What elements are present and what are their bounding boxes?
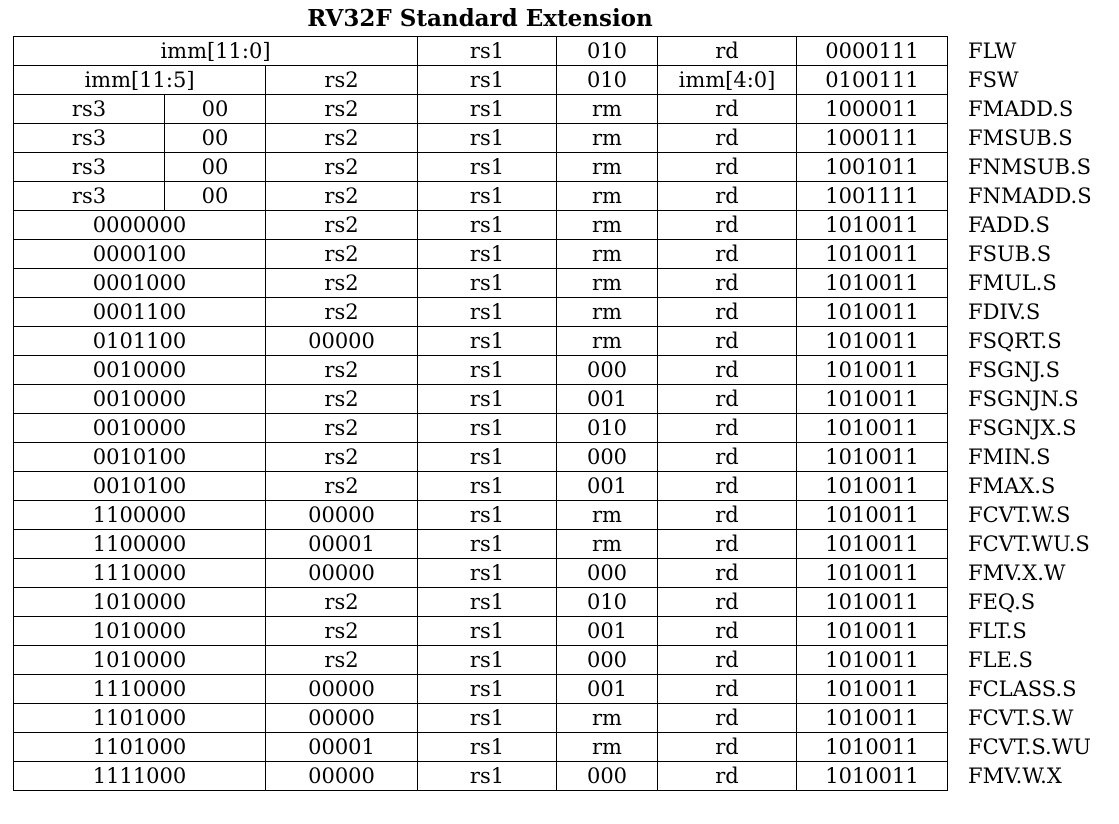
encoding-field: rd bbox=[658, 443, 797, 472]
encoding-field: rs1 bbox=[418, 298, 557, 327]
encoding-field: rm bbox=[557, 327, 658, 356]
encoding-field: 000 bbox=[557, 356, 658, 385]
instruction-name: FMIN.S bbox=[968, 445, 1051, 469]
encoding-field: 1010011 bbox=[797, 298, 948, 327]
encoding-field: rs2 bbox=[266, 385, 418, 414]
encoding-field: rd bbox=[658, 646, 797, 675]
instruction-name: FMV.X.W bbox=[968, 561, 1066, 585]
encoding-field: rs1 bbox=[418, 211, 557, 240]
encoding-field: 0010100 bbox=[14, 443, 266, 472]
encoding-field: 00 bbox=[165, 153, 266, 182]
instruction-row bbox=[14, 95, 1108, 124]
encoding-field: 0001100 bbox=[14, 298, 266, 327]
encoding-field: rs1 bbox=[418, 124, 557, 153]
encoding-field: rm bbox=[557, 269, 658, 298]
instruction-row bbox=[14, 37, 1108, 66]
encoding-field: rs3 bbox=[14, 95, 165, 124]
instruction-row bbox=[14, 472, 1108, 501]
encoding-field: 0010000 bbox=[14, 356, 266, 385]
encoding-field: rm bbox=[557, 501, 658, 530]
instruction-name: FSGNJ.S bbox=[968, 358, 1060, 382]
instruction-name: FCVT.S.WU bbox=[968, 735, 1091, 759]
encoding-field: rd bbox=[658, 298, 797, 327]
encoding-field: 0000100 bbox=[14, 240, 266, 269]
encoding-field: rs1 bbox=[418, 617, 557, 646]
instruction-rows bbox=[14, 37, 1108, 791]
encoding-field: 1001011 bbox=[797, 153, 948, 182]
instruction-row bbox=[14, 588, 1108, 617]
encoding-field: rd bbox=[658, 37, 797, 66]
encoding-field: 00000 bbox=[266, 559, 418, 588]
encoding-field: rm bbox=[557, 704, 658, 733]
instruction-name: FCVT.WU.S bbox=[968, 532, 1090, 556]
encoding-field: rs1 bbox=[418, 356, 557, 385]
instruction-name: FLT.S bbox=[968, 619, 1027, 643]
encoding-field: 1010011 bbox=[797, 211, 948, 240]
encoding-field: rm bbox=[557, 124, 658, 153]
encoding-field: rd bbox=[658, 356, 797, 385]
encoding-field: 1010011 bbox=[797, 704, 948, 733]
encoding-field: 1010011 bbox=[797, 501, 948, 530]
encoding-field: 00 bbox=[165, 124, 266, 153]
encoding-field: rd bbox=[658, 153, 797, 182]
encoding-field: rs1 bbox=[418, 530, 557, 559]
encoding-field: rd bbox=[658, 414, 797, 443]
encoding-field: 0001000 bbox=[14, 269, 266, 298]
encoding-field: rs1 bbox=[418, 327, 557, 356]
encoding-field: rs2 bbox=[266, 356, 418, 385]
encoding-field: 1010011 bbox=[797, 327, 948, 356]
encoding-field: 1010011 bbox=[797, 588, 948, 617]
encoding-field: rd bbox=[658, 472, 797, 501]
instruction-row bbox=[14, 559, 1108, 588]
table-title: RV32F Standard Extension bbox=[307, 5, 653, 32]
encoding-field: 00 bbox=[165, 182, 266, 211]
instruction-name: FMAX.S bbox=[968, 474, 1056, 498]
instruction-row bbox=[14, 443, 1108, 472]
encoding-field: rd bbox=[658, 675, 797, 704]
encoding-field: rm bbox=[557, 240, 658, 269]
encoding-field: 1010011 bbox=[797, 733, 948, 762]
instruction-name: FCVT.S.W bbox=[968, 706, 1074, 730]
encoding-field: rs2 bbox=[266, 472, 418, 501]
encoding-field: 1010011 bbox=[797, 356, 948, 385]
encoding-field: 1110000 bbox=[14, 675, 266, 704]
encoding-field: 0101100 bbox=[14, 327, 266, 356]
encoding-field: rs2 bbox=[266, 124, 418, 153]
encoding-field: 001 bbox=[557, 472, 658, 501]
encoding-field: rd bbox=[658, 327, 797, 356]
encoding-field: rs1 bbox=[418, 733, 557, 762]
encoding-field: 010 bbox=[557, 414, 658, 443]
encoding-field: rs1 bbox=[418, 762, 557, 791]
encoding-field: 001 bbox=[557, 675, 658, 704]
encoding-field: rm bbox=[557, 153, 658, 182]
encoding-field: rd bbox=[658, 617, 797, 646]
instruction-row bbox=[14, 124, 1108, 153]
instruction-name: FADD.S bbox=[968, 213, 1050, 237]
instruction-row bbox=[14, 298, 1108, 327]
encoding-field: rs1 bbox=[418, 95, 557, 124]
instruction-name: FMADD.S bbox=[968, 97, 1074, 121]
encoding-field: rm bbox=[557, 530, 658, 559]
encoding-field: rs2 bbox=[266, 153, 418, 182]
encoding-field: imm[4:0] bbox=[658, 66, 797, 95]
instruction-row bbox=[14, 646, 1108, 675]
instruction-name: FCVT.W.S bbox=[968, 503, 1071, 527]
encoding-field: rd bbox=[658, 95, 797, 124]
encoding-field: 00000 bbox=[266, 675, 418, 704]
encoding-field: 1100000 bbox=[14, 530, 266, 559]
encoding-field: rs1 bbox=[418, 414, 557, 443]
encoding-field: rd bbox=[658, 733, 797, 762]
encoding-field: rs2 bbox=[266, 182, 418, 211]
encoding-field: rs1 bbox=[418, 240, 557, 269]
instruction-name: FSW bbox=[968, 68, 1019, 92]
encoding-field: rd bbox=[658, 211, 797, 240]
encoding-field: 010 bbox=[557, 66, 658, 95]
encoding-field: 000 bbox=[557, 762, 658, 791]
encoding-field: rs2 bbox=[266, 298, 418, 327]
instruction-name: FSQRT.S bbox=[968, 329, 1062, 353]
encoding-field: 00000 bbox=[266, 762, 418, 791]
instruction-row bbox=[14, 211, 1108, 240]
encoding-field: 0010100 bbox=[14, 472, 266, 501]
instruction-row bbox=[14, 762, 1108, 791]
encoding-field: 000 bbox=[557, 443, 658, 472]
encoding-field: 1010011 bbox=[797, 472, 948, 501]
instruction-row bbox=[14, 704, 1108, 733]
encoding-field: 000 bbox=[557, 646, 658, 675]
encoding-field: rs1 bbox=[418, 443, 557, 472]
encoding-field: 0000111 bbox=[797, 37, 948, 66]
instruction-name: FMUL.S bbox=[968, 271, 1057, 295]
encoding-field: rs1 bbox=[418, 269, 557, 298]
encoding-field: rm bbox=[557, 298, 658, 327]
encoding-field: 1010011 bbox=[797, 414, 948, 443]
encoding-field: rs1 bbox=[418, 182, 557, 211]
instruction-row bbox=[14, 501, 1108, 530]
encoding-field: 00 bbox=[165, 95, 266, 124]
encoding-field: rs2 bbox=[266, 240, 418, 269]
instruction-row bbox=[14, 269, 1108, 298]
instruction-row bbox=[14, 675, 1108, 704]
encoding-field: 00000 bbox=[266, 704, 418, 733]
instruction-name: FLE.S bbox=[968, 648, 1033, 672]
encoding-field: rs1 bbox=[418, 385, 557, 414]
instruction-name: FEQ.S bbox=[968, 590, 1036, 614]
encoding-field: 1010000 bbox=[14, 617, 266, 646]
encoding-field: 1010000 bbox=[14, 646, 266, 675]
encoding-field: 1000111 bbox=[797, 124, 948, 153]
instruction-name: FSGNJN.S bbox=[968, 387, 1079, 411]
encoding-field: rs1 bbox=[418, 588, 557, 617]
encoding-field: 001 bbox=[557, 385, 658, 414]
encoding-field: 1010000 bbox=[14, 588, 266, 617]
encoding-field: 1010011 bbox=[797, 530, 948, 559]
instruction-name: FNMADD.S bbox=[968, 184, 1092, 208]
encoding-field: 1000011 bbox=[797, 95, 948, 124]
encoding-field: 0010000 bbox=[14, 414, 266, 443]
encoding-field: 1010011 bbox=[797, 559, 948, 588]
encoding-field: 1010011 bbox=[797, 762, 948, 791]
encoding-field: rd bbox=[658, 240, 797, 269]
encoding-field: 00001 bbox=[266, 530, 418, 559]
instruction-name: FNMSUB.S bbox=[968, 155, 1092, 179]
instruction-row bbox=[14, 240, 1108, 269]
instruction-row bbox=[14, 66, 1108, 95]
encoding-field: 1001111 bbox=[797, 182, 948, 211]
instruction-row bbox=[14, 356, 1108, 385]
encoding-field: 1010011 bbox=[797, 443, 948, 472]
instruction-name: FMSUB.S bbox=[968, 126, 1073, 150]
encoding-field: imm[11:5] bbox=[14, 66, 266, 95]
encoding-field: 010 bbox=[557, 588, 658, 617]
encoding-field: 00001 bbox=[266, 733, 418, 762]
encoding-field: rs2 bbox=[266, 588, 418, 617]
encoding-field: rd bbox=[658, 762, 797, 791]
encoding-field: 001 bbox=[557, 617, 658, 646]
instruction-row bbox=[14, 182, 1108, 211]
instruction-row bbox=[14, 414, 1108, 443]
encoding-field: rs3 bbox=[14, 182, 165, 211]
encoding-field: rs2 bbox=[266, 443, 418, 472]
encoding-field: rd bbox=[658, 269, 797, 298]
encoding-field: 1101000 bbox=[14, 733, 266, 762]
encoding-field: imm[11:0] bbox=[14, 37, 418, 66]
encoding-field: rm bbox=[557, 733, 658, 762]
instruction-name: FSUB.S bbox=[968, 242, 1052, 266]
encoding-field: rs2 bbox=[266, 66, 418, 95]
encoding-field: 1010011 bbox=[797, 617, 948, 646]
instruction-name: FDIV.S bbox=[968, 300, 1041, 324]
encoding-field: 1111000 bbox=[14, 762, 266, 791]
encoding-field: 0010000 bbox=[14, 385, 266, 414]
encoding-field: 1100000 bbox=[14, 501, 266, 530]
encoding-field: 010 bbox=[557, 37, 658, 66]
encoding-field: rs1 bbox=[418, 675, 557, 704]
encoding-field: rm bbox=[557, 95, 658, 124]
encoding-field: rd bbox=[658, 124, 797, 153]
instruction-name: FCLASS.S bbox=[968, 677, 1077, 701]
encoding-field: rd bbox=[658, 182, 797, 211]
instruction-row bbox=[14, 153, 1108, 182]
encoding-field: rs2 bbox=[266, 617, 418, 646]
encoding-field: rd bbox=[658, 501, 797, 530]
encoding-field: 1010011 bbox=[797, 269, 948, 298]
encoding-field: rs2 bbox=[266, 646, 418, 675]
encoding-field: rd bbox=[658, 704, 797, 733]
encoding-field: 000 bbox=[557, 559, 658, 588]
encoding-field: rs3 bbox=[14, 153, 165, 182]
encoding-field: rd bbox=[658, 559, 797, 588]
instruction-row bbox=[14, 617, 1108, 646]
encoding-field: rs1 bbox=[418, 153, 557, 182]
instruction-row bbox=[14, 327, 1108, 356]
encoding-field: rs1 bbox=[418, 704, 557, 733]
encoding-field: 1101000 bbox=[14, 704, 266, 733]
instruction-encoding-table bbox=[13, 36, 1108, 791]
instruction-row bbox=[14, 385, 1108, 414]
encoding-field: 1010011 bbox=[797, 646, 948, 675]
encoding-field: rs1 bbox=[418, 646, 557, 675]
encoding-field: 1010011 bbox=[797, 240, 948, 269]
encoding-field: rs2 bbox=[266, 269, 418, 298]
encoding-field: 0000000 bbox=[14, 211, 266, 240]
encoding-field: rs2 bbox=[266, 211, 418, 240]
encoding-field: rd bbox=[658, 588, 797, 617]
encoding-field: 0100111 bbox=[797, 66, 948, 95]
instruction-name: FMV.W.X bbox=[968, 764, 1062, 788]
instruction-row bbox=[14, 733, 1108, 762]
encoding-field: rs1 bbox=[418, 559, 557, 588]
encoding-field: rm bbox=[557, 182, 658, 211]
encoding-field: 1010011 bbox=[797, 675, 948, 704]
encoding-field: rs1 bbox=[418, 66, 557, 95]
encoding-field: rs2 bbox=[266, 414, 418, 443]
encoding-field: 00000 bbox=[266, 501, 418, 530]
encoding-field: rm bbox=[557, 211, 658, 240]
encoding-field: rs1 bbox=[418, 472, 557, 501]
encoding-field: rd bbox=[658, 530, 797, 559]
encoding-field: 1110000 bbox=[14, 559, 266, 588]
encoding-field: 1010011 bbox=[797, 385, 948, 414]
instruction-name: FLW bbox=[968, 39, 1017, 63]
encoding-field: rs1 bbox=[418, 37, 557, 66]
instruction-row bbox=[14, 530, 1108, 559]
encoding-field: rs2 bbox=[266, 95, 418, 124]
encoding-field: 00000 bbox=[266, 327, 418, 356]
instruction-name: FSGNJX.S bbox=[968, 416, 1077, 440]
encoding-field: rs3 bbox=[14, 124, 165, 153]
encoding-field: rd bbox=[658, 385, 797, 414]
encoding-field: rs1 bbox=[418, 501, 557, 530]
